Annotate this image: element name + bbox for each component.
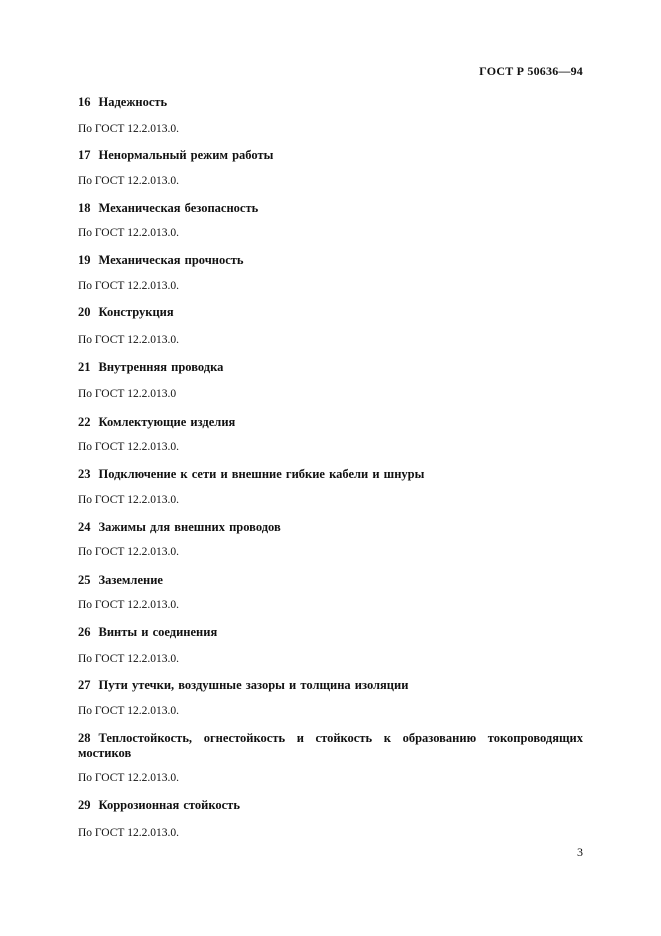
section-25-text: По ГОСТ 12.2.013.0. — [78, 599, 180, 611]
section-title: Механическая безопасность — [98, 201, 259, 215]
section-title: Подключение к сети и внешние гибкие кабели и шнуры — [98, 467, 425, 481]
section-26-heading — [78, 625, 583, 640]
section-title: Винты и соединения — [98, 625, 218, 639]
section-20-text: По ГОСТ 12.2.013.0. — [78, 334, 180, 346]
section-number: 24 — [78, 520, 91, 534]
section-26-text: По ГОСТ 12.2.013.0. — [78, 653, 180, 665]
section-number: 20 — [78, 305, 91, 319]
section-number: 23 — [78, 467, 91, 481]
section-22-heading — [78, 415, 583, 430]
section-title: Надежность — [98, 95, 168, 109]
section-19-text: По ГОСТ 12.2.013.0. — [78, 280, 180, 292]
section-number: 19 — [78, 253, 91, 267]
section-21-text: По ГОСТ 12.2.013.0 — [78, 388, 177, 400]
section-title: Заземление — [98, 573, 163, 587]
section-number: 17 — [78, 148, 91, 162]
page-number: 3 — [577, 845, 583, 859]
section-number: 22 — [78, 415, 91, 429]
section-25-heading — [78, 573, 583, 588]
section-19-heading — [78, 253, 583, 268]
section-17-heading — [78, 148, 583, 163]
section-21-heading — [78, 360, 583, 375]
section-23-heading — [78, 467, 583, 482]
section-number: 25 — [78, 573, 91, 587]
section-title: Ненормальный режим работы — [98, 148, 274, 162]
section-title: Внутренняя проводка — [98, 360, 224, 374]
section-number: 18 — [78, 201, 91, 215]
section-number: 26 — [78, 625, 91, 639]
section-16-text: По ГОСТ 12.2.013.0. — [78, 123, 180, 135]
section-number: 16 — [78, 95, 91, 109]
section-title: Коррозионная стойкость — [98, 798, 240, 812]
section-number: 21 — [78, 360, 91, 374]
section-title: Зажимы для внешних проводов — [98, 520, 281, 534]
section-27-heading — [78, 678, 583, 693]
section-18-heading — [78, 201, 583, 216]
section-title: Пути утечки, воздушные зазоры и толщина изоляции — [98, 678, 409, 692]
section-17-text: По ГОСТ 12.2.013.0. — [78, 175, 180, 187]
section-23-text: По ГОСТ 12.2.013.0. — [78, 494, 180, 506]
document-header: ГОСТ Р 50636—94 — [479, 64, 583, 78]
section-number: 27 — [78, 678, 91, 692]
section-20-heading — [78, 305, 583, 320]
section-title: Комлектующие изделия — [98, 415, 236, 429]
section-title: Теплостойкость, огнестойкость и стойкость к образованию токопроводящих мостиков — [78, 731, 583, 760]
section-16-heading — [78, 95, 583, 110]
section-title: Механическая прочность — [98, 253, 244, 267]
section-number: 29 — [78, 798, 91, 812]
section-28-text: По ГОСТ 12.2.013.0. — [78, 772, 180, 784]
section-18-text: По ГОСТ 12.2.013.0. — [78, 227, 180, 239]
section-number: 28 — [78, 731, 91, 745]
section-27-text: По ГОСТ 12.2.013.0. — [78, 705, 180, 717]
section-29-text: По ГОСТ 12.2.013.0. — [78, 827, 180, 839]
section-24-heading — [78, 520, 583, 535]
section-28-heading — [78, 731, 583, 761]
section-22-text: По ГОСТ 12.2.013.0. — [78, 441, 180, 453]
section-29-heading — [78, 798, 583, 813]
section-title: Конструкция — [98, 305, 174, 319]
section-24-text: По ГОСТ 12.2.013.0. — [78, 546, 180, 558]
